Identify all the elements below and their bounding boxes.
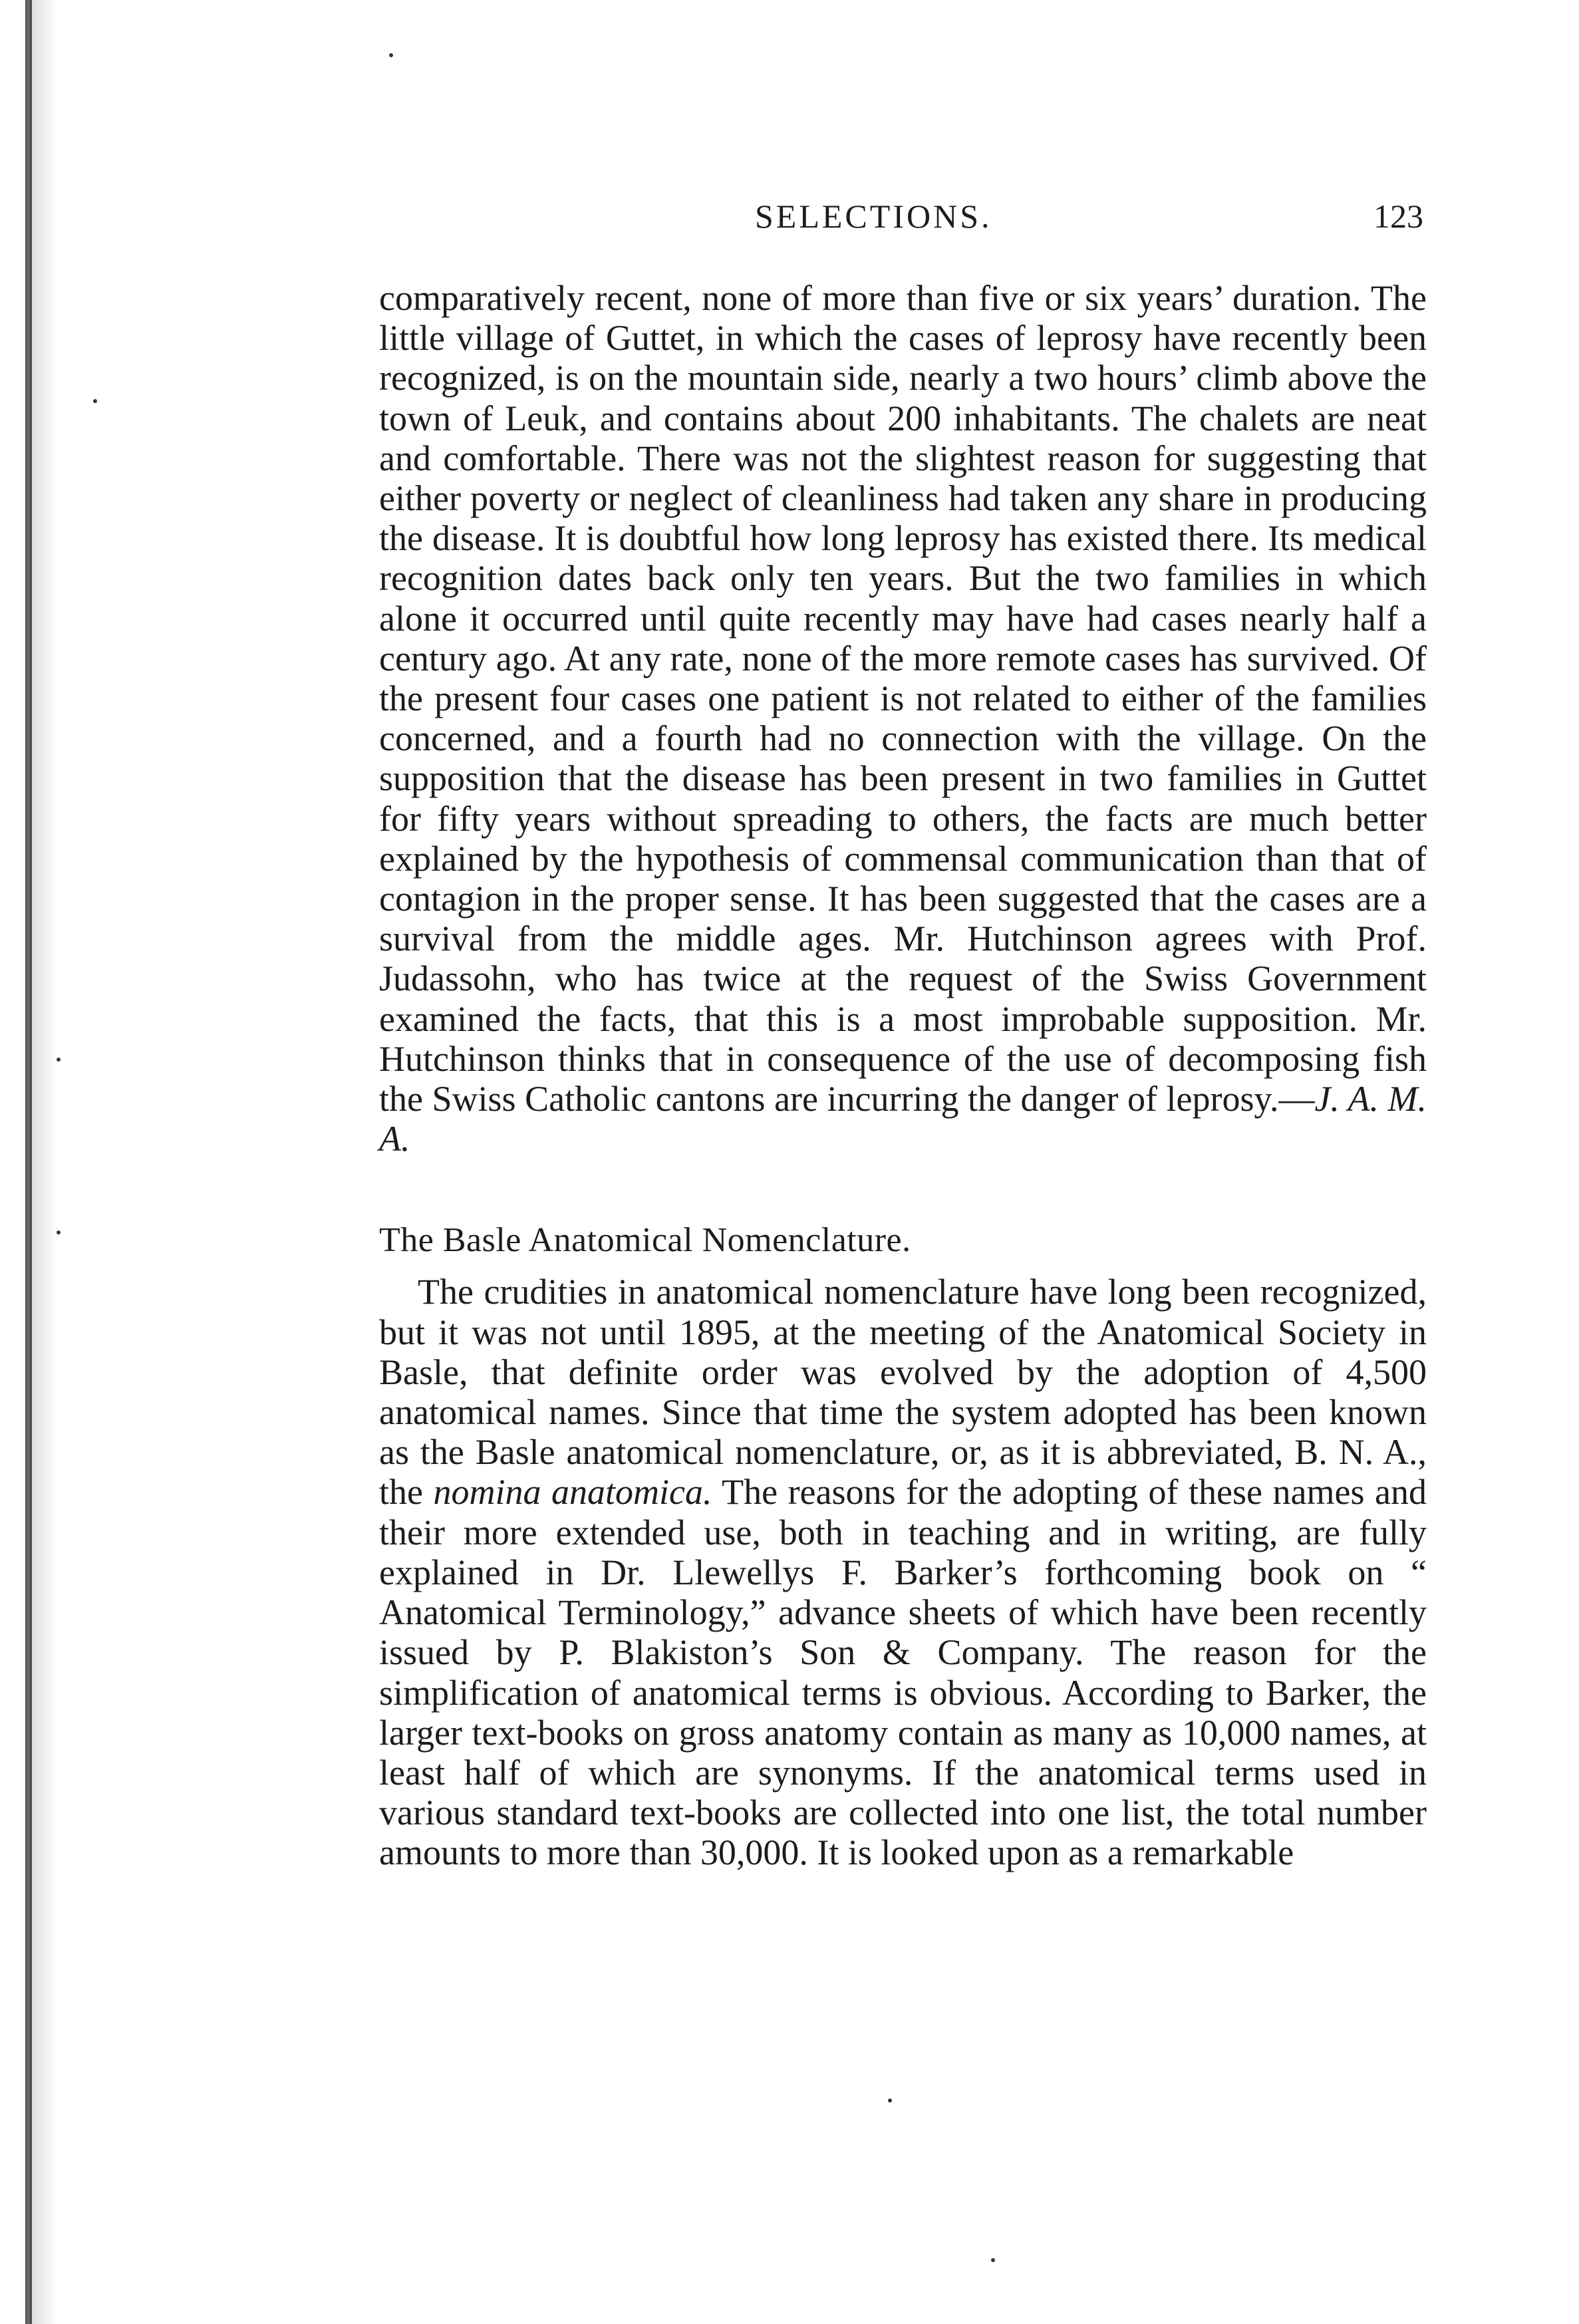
binding-shadow xyxy=(32,0,59,2324)
nomina-anatomica-term: nomina anatomica. xyxy=(433,1472,712,1513)
page-binding-edge xyxy=(25,0,32,2324)
nomenclature-body-part1: The crudities in anatomical nomenclature have long been recognized, but it was not until 1895, at the meeting of the Anatomical Society in Basle, that definite order was evolved by the adoption of 4,500 anatomical names. Since that time the system adopted has been known as the Basle anatomical nomenclature, or, as it is abbreviated, B. N. A., the xyxy=(379,1272,1427,1513)
paper-speck xyxy=(991,2258,995,2262)
source-citation: J. A. M. A. xyxy=(379,1079,1427,1159)
paper-speck xyxy=(57,1058,61,1062)
page-number: 123 xyxy=(1373,198,1423,235)
leprosy-article-body: comparatively recent, none of more than five or six years’ duration. The little village of Guttet, in which the cases of leprosy have recently been recognized, is on the mountain side, nearly a two hours’ climb above the town of Leuk, and contains about 200 inhabitants. The chalets are neat and comfortable. There was not the slightest reason for suggesting that either poverty or neglect of cleanliness had taken any share in producing the disease. It is doubtful how long leprosy has existed there. Its medical recognition dates back only ten years. But the two families in which alone it occurred until quite recently may have had cases nearly half a century ago. At any rate, none of the more remote cases has survived. Of the present four cases one patient is not related to either of the families concerned, and a fourth had no connection with the village. On the supposition that the disease has been present in two families in Guttet for fifty years without spreading to others, the facts are much better explained by the hypothesis of commensal communication than that of contagion in the proper sense. It has been suggested that the cases are a survival from the middle ages. Mr. Hutchinson agrees with Prof. Judassohn, who has twice at the request of the Swiss Government examined the facts, that this is a most improbable supposition. Mr. Hutchinson thinks that in consequence of the use of decomposing fish the Swiss Catholic cantons are incurring the danger of leprosy.— xyxy=(379,278,1427,1119)
paper-speck xyxy=(888,2099,892,2103)
leprosy-article-paragraph xyxy=(379,278,1427,1159)
paper-speck xyxy=(57,1231,61,1235)
section-heading: The Basle Anatomical Nomenclature. xyxy=(379,1221,911,1260)
paper-speck xyxy=(389,53,393,57)
nomenclature-article-paragraph xyxy=(379,1272,1427,1872)
text-column xyxy=(379,278,1427,1873)
page-header xyxy=(382,197,1423,237)
nomenclature-body-part2: The reasons for the adopting of these names and their more extended use, both in teaching and in writing, are fully explained in Dr. Llewellys F. Barker’s forthcoming book on “ Anatomical Terminology,” advance sheets of which have been recently issued by P. Blakiston’s Son & Company. The reason for the simplification of anatomical terms is obvious. According to Barker, the larger text-books on gross anatomy contain as many as 10,000 names, at least half of which are synonyms. If the anatomical terms used in various standard text-books are collected into one list, the total number amounts to more than 30,000. It is looked upon as a remarkable xyxy=(379,1472,1427,1873)
paper-speck xyxy=(93,399,97,403)
running-title: SELECTIONS. xyxy=(755,198,992,235)
